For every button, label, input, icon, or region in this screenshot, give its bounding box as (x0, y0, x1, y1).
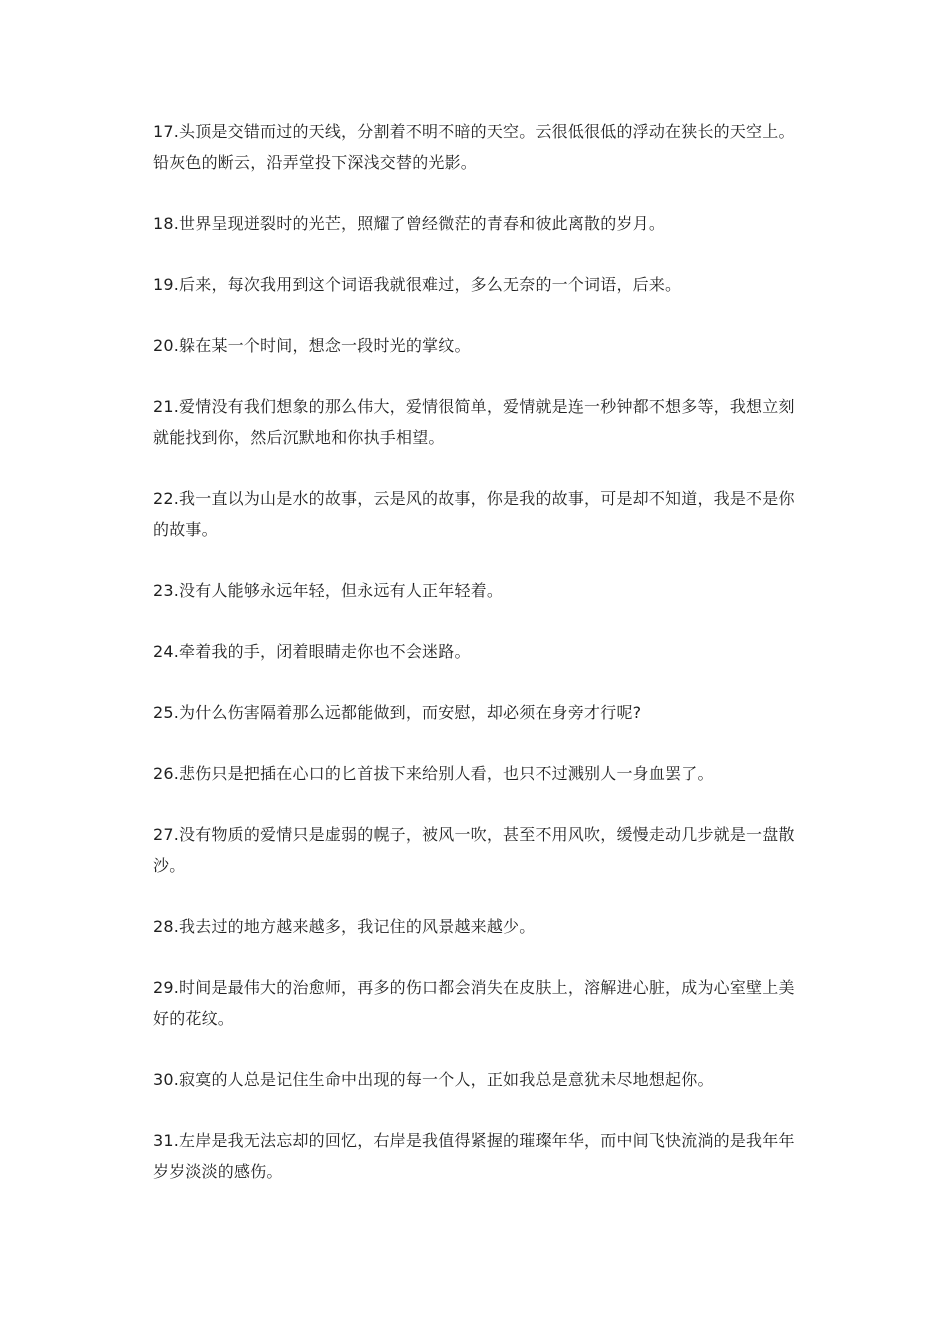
paragraph-17: 17.头顶是交错而过的天线，分割着不明不暗的天空。云很低很低的浮动在狭长的天空上。铅灰色的断云，沿弄堂投下深浅交替的光影。 (153, 122, 795, 172)
paragraph-23: 23.没有人能够永远年轻，但永远有人正年轻着。 (153, 581, 504, 600)
paragraph-21: 21.爱情没有我们想象的那么伟大，爱情很简单，爱情就是连一秒钟都不想多等，我想立刻就能找到你，然后沉默地和你执手相望。 (153, 397, 795, 447)
paragraph-31: 31.左岸是我无法忘却的回忆，右岸是我值得紧握的璀璨年华，而中间飞快流淌的是我年年岁岁淡淡的感伤。 (153, 1131, 795, 1181)
paragraph-26: 26.悲伤只是把插在心口的匕首拔下来给别人看，也只不过溅别人一身血罢了。 (153, 764, 714, 783)
paragraph-25: 25.为什么伤害隔着那么远都能做到，而安慰，却必须在身旁才行呢? (153, 703, 642, 722)
paragraph-30: 30.寂寞的人总是记住生命中出现的每一个人，正如我总是意犹未尽地想起你。 (153, 1070, 714, 1089)
paragraph-24: 24.牵着我的手，闭着眼睛走你也不会迷路。 (153, 642, 471, 661)
paragraph-20: 20.躲在某一个时间，想念一段时光的掌纹。 (153, 336, 471, 355)
document-body (153, 116, 803, 1217)
paragraph-27: 27.没有物质的爱情只是虚弱的幌子，被风一吹，甚至不用风吹，缓慢走动几步就是一盘散沙。 (153, 825, 795, 875)
paragraph-28: 28.我去过的地方越来越多，我记住的风景越来越少。 (153, 917, 536, 936)
paragraph-22: 22.我一直以为山是水的故事，云是风的故事，你是我的故事，可是却不知道，我是不是你的故事。 (153, 489, 795, 539)
paragraph-19: 19.后来，每次我用到这个词语我就很难过，多么无奈的一个词语，后来。 (153, 275, 682, 294)
paragraph-29: 29.时间是最伟大的治愈师，再多的伤口都会消失在皮肤上，溶解进心脏，成为心室壁上美好的花纹。 (153, 978, 795, 1028)
paragraph-18: 18.世界呈现迸裂时的光芒，照耀了曾经微茫的青春和彼此离散的岁月。 (153, 214, 666, 233)
